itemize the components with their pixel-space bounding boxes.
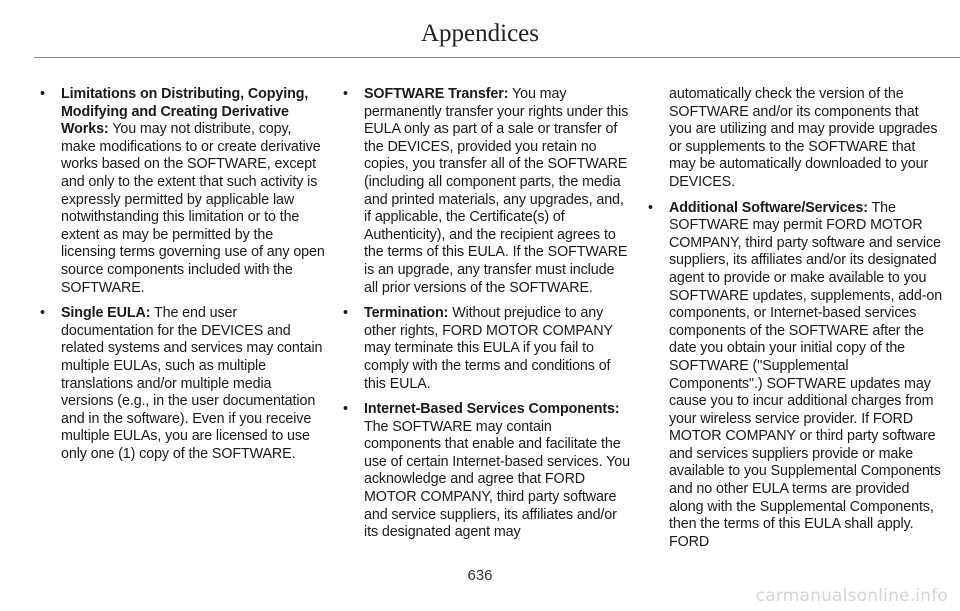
item-heading: Termination:	[364, 305, 449, 322]
bullet-list	[340, 86, 630, 542]
item-text: Without prejudice to any other rights, FORD MOTOR COMPANY may terminate this EULA if you fail to comply with the terms and conditions of this EULA.	[364, 305, 613, 392]
bullet-icon: •	[40, 86, 45, 102]
list-item	[37, 86, 327, 297]
item-text: You may not distribute, copy, make modifications to or create derivative works based on the SOFTWARE, except and only to the extent that such activity is expressly permitted by applicable law notwithstanding this limitation or to the extent as may be permitted by the licensing terms governing use of any open source components included with the SOFTWARE.	[61, 121, 325, 296]
item-text: The SOFTWARE may permit FORD MOTOR COMPANY, third party software and service suppliers, its affiliates and/or its designated agent to provide or make available to you SOFTWARE updates, supplements, add-on components, or Internet-based services components of the SOFTWARE after the date you obtain your initial copy of the SOFTWARE ("Supplemental Components".) SOFTWARE updates may cause you to incur additional charges from your wireless service provider. If FORD MOTOR COMPANY or third party software and services suppliers provide or make available to you Supplemental Components and no other EULA terms are provided along with the Supplemental Components, then the terms of this EULA shall apply. FORD	[669, 199, 943, 550]
bullet-list	[645, 200, 945, 552]
item-heading: Additional Software/Services:	[669, 199, 868, 216]
list-item	[340, 305, 630, 393]
item-text: The SOFTWARE may contain components that enable and facilitate the use of certain Internet-based services. You acknowledge and agree that FORD MOTOR COMPANY, third party software and service suppliers, its affiliates and/or its designated agent may	[364, 418, 630, 541]
page-title: Appendices	[420, 20, 540, 47]
item-heading: Limitations on Distributing, Copying, Modifying and Creating Derivative Works:	[61, 86, 309, 138]
list-item	[645, 200, 945, 552]
bullet-icon: •	[40, 305, 45, 322]
bullet-icon: •	[343, 305, 348, 322]
item-heading: Internet-Based Services Components:	[364, 401, 620, 418]
bullet-icon: •	[343, 401, 348, 418]
page-number: 636	[467, 567, 493, 584]
bullet-icon: •	[343, 86, 348, 102]
column-2	[340, 86, 630, 550]
list-item	[340, 86, 630, 297]
continued-paragraph: automatically check the version of the SOFTWARE and/or its components that you are utilizing and may provide upgrades or supplements to the SOFTWARE that may be automatically downloaded to your DEVICES.	[669, 86, 938, 190]
item-heading: Single EULA:	[61, 305, 151, 322]
bullet-icon: •	[648, 199, 653, 216]
column-3	[645, 86, 945, 559]
list-item	[37, 305, 327, 463]
header-divider	[34, 57, 960, 58]
item-text: You may permanently transfer your rights under this EULA only as part of a sale or transfer of the DEVICES, provided you retain no copies, you transfer all of the SOFTWARE (including all component parts, the media and printed materials, any upgrades, and, if applicable, the Certificate(s) of Authenticity), and the recipient agrees to the terms of this EULA. If the SOFTWARE is an upgrade, any transfer must include all prior versions of the SOFTWARE.	[364, 86, 629, 296]
bullet-list	[37, 86, 327, 463]
column-1	[37, 86, 327, 471]
watermark: carmanualsonline.info	[755, 586, 948, 606]
item-heading: SOFTWARE Transfer:	[364, 86, 509, 102]
list-item	[340, 401, 630, 542]
item-text: The end user documentation for the DEVICES and related systems and services may contain multiple EULAs, such as multiple translations and/or multiple media versions (e.g., in the user documentation and in the software). Even if you receive multiple EULAs, you are licensed to use only one (1) copy of the SOFTWARE.	[61, 305, 323, 462]
